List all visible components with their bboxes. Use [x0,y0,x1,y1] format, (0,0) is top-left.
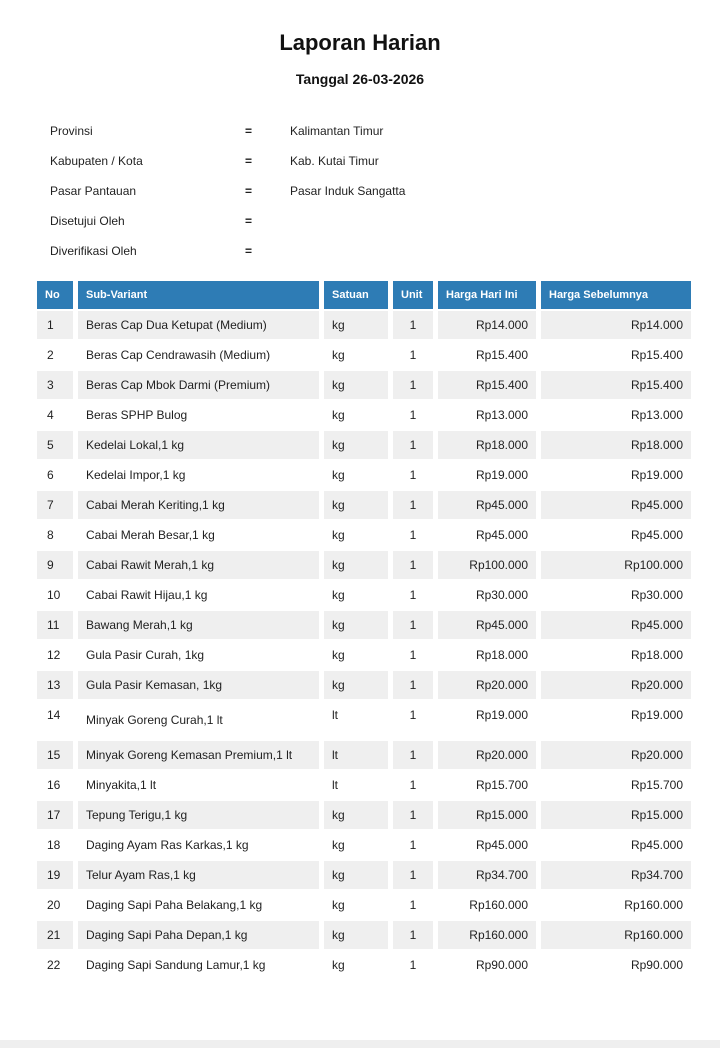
column-header-harga-hari-ini: Harga Hari Ini [438,281,536,309]
cell-unit: 1 [393,951,433,979]
cell-unit: 1 [393,461,433,489]
cell-sub-variant: Tepung Terigu,1 kg [78,801,319,829]
cell-unit: 1 [393,371,433,399]
table-header-row [37,281,691,309]
cell-harga-hari-ini: Rp15.000 [438,801,536,829]
equals-sign: = [245,124,253,138]
table-row [37,491,691,519]
cell-no: 8 [37,521,73,549]
column-header-sub-variant: Sub-Variant [78,281,319,309]
cell-harga-hari-ini: Rp100.000 [438,551,536,579]
table-row [37,801,691,829]
cell-harga-hari-ini: Rp18.000 [438,431,536,459]
table-row [37,671,691,699]
cell-no: 16 [37,771,73,799]
cell-sub-variant: Gula Pasir Kemasan, 1kg [78,671,319,699]
cell-unit: 1 [393,801,433,829]
cell-no: 18 [37,831,73,859]
report-date: Tanggal 26-03-2026 [295,71,425,87]
cell-harga-sebelumnya: Rp19.000 [541,461,691,489]
meta-section [50,116,720,266]
cell-unit: 1 [393,771,433,799]
cell-satuan: kg [324,371,388,399]
cell-satuan: kg [324,461,388,489]
cell-unit: 1 [393,491,433,519]
cell-no: 2 [37,341,73,369]
meta-value: Kalimantan Timur [290,124,384,138]
cell-harga-hari-ini: Rp45.000 [438,521,536,549]
cell-harga-sebelumnya: Rp90.000 [541,951,691,979]
meta-label: Diverifikasi Oleh [50,244,137,258]
table-row [37,701,691,739]
cell-unit: 1 [393,581,433,609]
cell-harga-sebelumnya: Rp15.000 [541,801,691,829]
column-header-unit: Unit [393,281,433,309]
meta-row-diverifikasi [50,236,720,266]
cell-harga-sebelumnya: Rp45.000 [541,831,691,859]
column-header-satuan: Satuan [324,281,388,309]
partial-next-row-bar [0,1040,720,1048]
cell-no: 17 [37,801,73,829]
table-row [37,611,691,639]
cell-no: 3 [37,371,73,399]
column-header-harga-sebelumnya: Harga Sebelumnya [541,281,691,309]
table-row [37,831,691,859]
cell-no: 21 [37,921,73,949]
cell-no: 20 [37,891,73,919]
meta-row-provinsi [50,116,720,146]
cell-satuan: kg [324,431,388,459]
table-row [37,641,691,669]
equals-sign: = [245,184,253,198]
cell-unit: 1 [393,701,433,739]
cell-harga-sebelumnya: Rp18.000 [541,431,691,459]
table-row [37,371,691,399]
cell-harga-sebelumnya: Rp14.000 [541,311,691,339]
meta-label: Disetujui Oleh [50,214,125,228]
cell-harga-hari-ini: Rp45.000 [438,611,536,639]
cell-satuan: kg [324,401,388,429]
cell-harga-hari-ini: Rp14.000 [438,311,536,339]
cell-harga-sebelumnya: Rp19.000 [541,701,691,739]
cell-harga-sebelumnya: Rp160.000 [541,891,691,919]
cell-no: 22 [37,951,73,979]
cell-satuan: kg [324,581,388,609]
cell-harga-hari-ini: Rp34.700 [438,861,536,889]
equals-sign: = [245,154,253,168]
report-title: Laporan Harian [279,30,441,55]
table-row [37,861,691,889]
cell-harga-hari-ini: Rp19.000 [438,701,536,739]
cell-satuan: lt [324,701,388,739]
cell-harga-sebelumnya: Rp15.700 [541,771,691,799]
cell-satuan: lt [324,771,388,799]
cell-unit: 1 [393,741,433,769]
cell-no: 13 [37,671,73,699]
cell-sub-variant: Minyakita,1 lt [78,771,319,799]
cell-harga-hari-ini: Rp15.400 [438,371,536,399]
cell-harga-sebelumnya: Rp160.000 [541,921,691,949]
meta-value: Pasar Induk Sangatta [290,184,406,198]
meta-value: Kab. Kutai Timur [290,154,379,168]
meta-row-kabupaten [50,146,720,176]
cell-no: 9 [37,551,73,579]
cell-harga-sebelumnya: Rp15.400 [541,341,691,369]
cell-sub-variant: Cabai Rawit Hijau,1 kg [78,581,319,609]
cell-no: 10 [37,581,73,609]
cell-sub-variant: Telur Ayam Ras,1 kg [78,861,319,889]
cell-satuan: kg [324,641,388,669]
cell-harga-sebelumnya: Rp34.700 [541,861,691,889]
cell-harga-sebelumnya: Rp18.000 [541,641,691,669]
cell-unit: 1 [393,311,433,339]
meta-label: Kabupaten / Kota [50,154,143,168]
table-row [37,581,691,609]
cell-unit: 1 [393,431,433,459]
cell-harga-sebelumnya: Rp45.000 [541,611,691,639]
cell-unit: 1 [393,611,433,639]
table-row [37,951,691,979]
table-row [37,311,691,339]
cell-unit: 1 [393,401,433,429]
cell-satuan: kg [324,951,388,979]
cell-harga-sebelumnya: Rp30.000 [541,581,691,609]
cell-satuan: kg [324,921,388,949]
cell-satuan: kg [324,861,388,889]
cell-harga-hari-ini: Rp90.000 [438,951,536,979]
table-row [37,921,691,949]
cell-harga-sebelumnya: Rp13.000 [541,401,691,429]
cell-satuan: kg [324,611,388,639]
cell-sub-variant: Cabai Merah Besar,1 kg [78,521,319,549]
cell-sub-variant: Daging Sapi Sandung Lamur,1 kg [78,951,319,979]
meta-row-disetujui [50,206,720,236]
cell-sub-variant: Minyak Goreng Curah,1 lt [78,701,319,739]
column-header-no: No [37,281,73,309]
equals-sign: = [245,244,253,258]
table-row [37,341,691,369]
cell-no: 7 [37,491,73,519]
cell-harga-hari-ini: Rp18.000 [438,641,536,669]
cell-harga-hari-ini: Rp20.000 [438,741,536,769]
cell-no: 11 [37,611,73,639]
meta-label: Pasar Pantauan [50,184,137,198]
cell-no: 6 [37,461,73,489]
report-page [0,30,720,1048]
cell-sub-variant: Daging Ayam Ras Karkas,1 kg [78,831,319,859]
table-row [37,431,691,459]
cell-satuan: kg [324,891,388,919]
table-row [37,551,691,579]
cell-no: 1 [37,311,73,339]
cell-no: 14 [37,701,73,739]
cell-sub-variant: Beras Cap Dua Ketupat (Medium) [78,311,319,339]
cell-harga-hari-ini: Rp30.000 [438,581,536,609]
cell-unit: 1 [393,551,433,579]
meta-label: Provinsi [50,124,93,138]
cell-harga-hari-ini: Rp13.000 [438,401,536,429]
table-row [37,401,691,429]
cell-unit: 1 [393,341,433,369]
cell-sub-variant: Daging Sapi Paha Depan,1 kg [78,921,319,949]
cell-harga-hari-ini: Rp20.000 [438,671,536,699]
cell-harga-sebelumnya: Rp20.000 [541,671,691,699]
cell-sub-variant: Beras Cap Cendrawasih (Medium) [78,341,319,369]
cell-harga-hari-ini: Rp15.700 [438,771,536,799]
cell-harga-hari-ini: Rp45.000 [438,831,536,859]
table-row [37,461,691,489]
cell-sub-variant: Beras SPHP Bulog [78,401,319,429]
cell-unit: 1 [393,891,433,919]
cell-unit: 1 [393,831,433,859]
cell-harga-sebelumnya: Rp20.000 [541,741,691,769]
cell-no: 15 [37,741,73,769]
cell-unit: 1 [393,861,433,889]
cell-unit: 1 [393,671,433,699]
table-row [37,891,691,919]
cell-satuan: lt [324,741,388,769]
cell-harga-sebelumnya: Rp100.000 [541,551,691,579]
meta-row-pasar [50,176,720,206]
cell-satuan: kg [324,831,388,859]
cell-unit: 1 [393,921,433,949]
cell-no: 19 [37,861,73,889]
cell-harga-hari-ini: Rp160.000 [438,921,536,949]
cell-satuan: kg [324,341,388,369]
cell-sub-variant: Beras Cap Mbok Darmi (Premium) [78,371,319,399]
cell-no: 4 [37,401,73,429]
cell-sub-variant: Daging Sapi Paha Belakang,1 kg [78,891,319,919]
cell-unit: 1 [393,641,433,669]
cell-sub-variant: Kedelai Impor,1 kg [78,461,319,489]
cell-harga-hari-ini: Rp15.400 [438,341,536,369]
cell-sub-variant: Cabai Rawit Merah,1 kg [78,551,319,579]
cell-no: 12 [37,641,73,669]
equals-sign: = [245,214,253,228]
cell-satuan: kg [324,671,388,699]
cell-satuan: kg [324,491,388,519]
price-table [32,279,696,981]
table-row [37,521,691,549]
cell-no: 5 [37,431,73,459]
table-row [37,741,691,769]
cell-harga-sebelumnya: Rp15.400 [541,371,691,399]
table-row [37,771,691,799]
cell-harga-sebelumnya: Rp45.000 [541,521,691,549]
cell-sub-variant: Kedelai Lokal,1 kg [78,431,319,459]
cell-unit: 1 [393,521,433,549]
cell-satuan: kg [324,551,388,579]
cell-sub-variant: Bawang Merah,1 kg [78,611,319,639]
cell-sub-variant: Minyak Goreng Kemasan Premium,1 lt [78,741,319,769]
cell-satuan: kg [324,801,388,829]
cell-sub-variant: Gula Pasir Curah, 1kg [78,641,319,669]
cell-harga-hari-ini: Rp45.000 [438,491,536,519]
cell-harga-hari-ini: Rp19.000 [438,461,536,489]
cell-satuan: kg [324,521,388,549]
cell-harga-sebelumnya: Rp45.000 [541,491,691,519]
cell-sub-variant: Cabai Merah Keriting,1 kg [78,491,319,519]
cell-harga-hari-ini: Rp160.000 [438,891,536,919]
cell-satuan: kg [324,311,388,339]
